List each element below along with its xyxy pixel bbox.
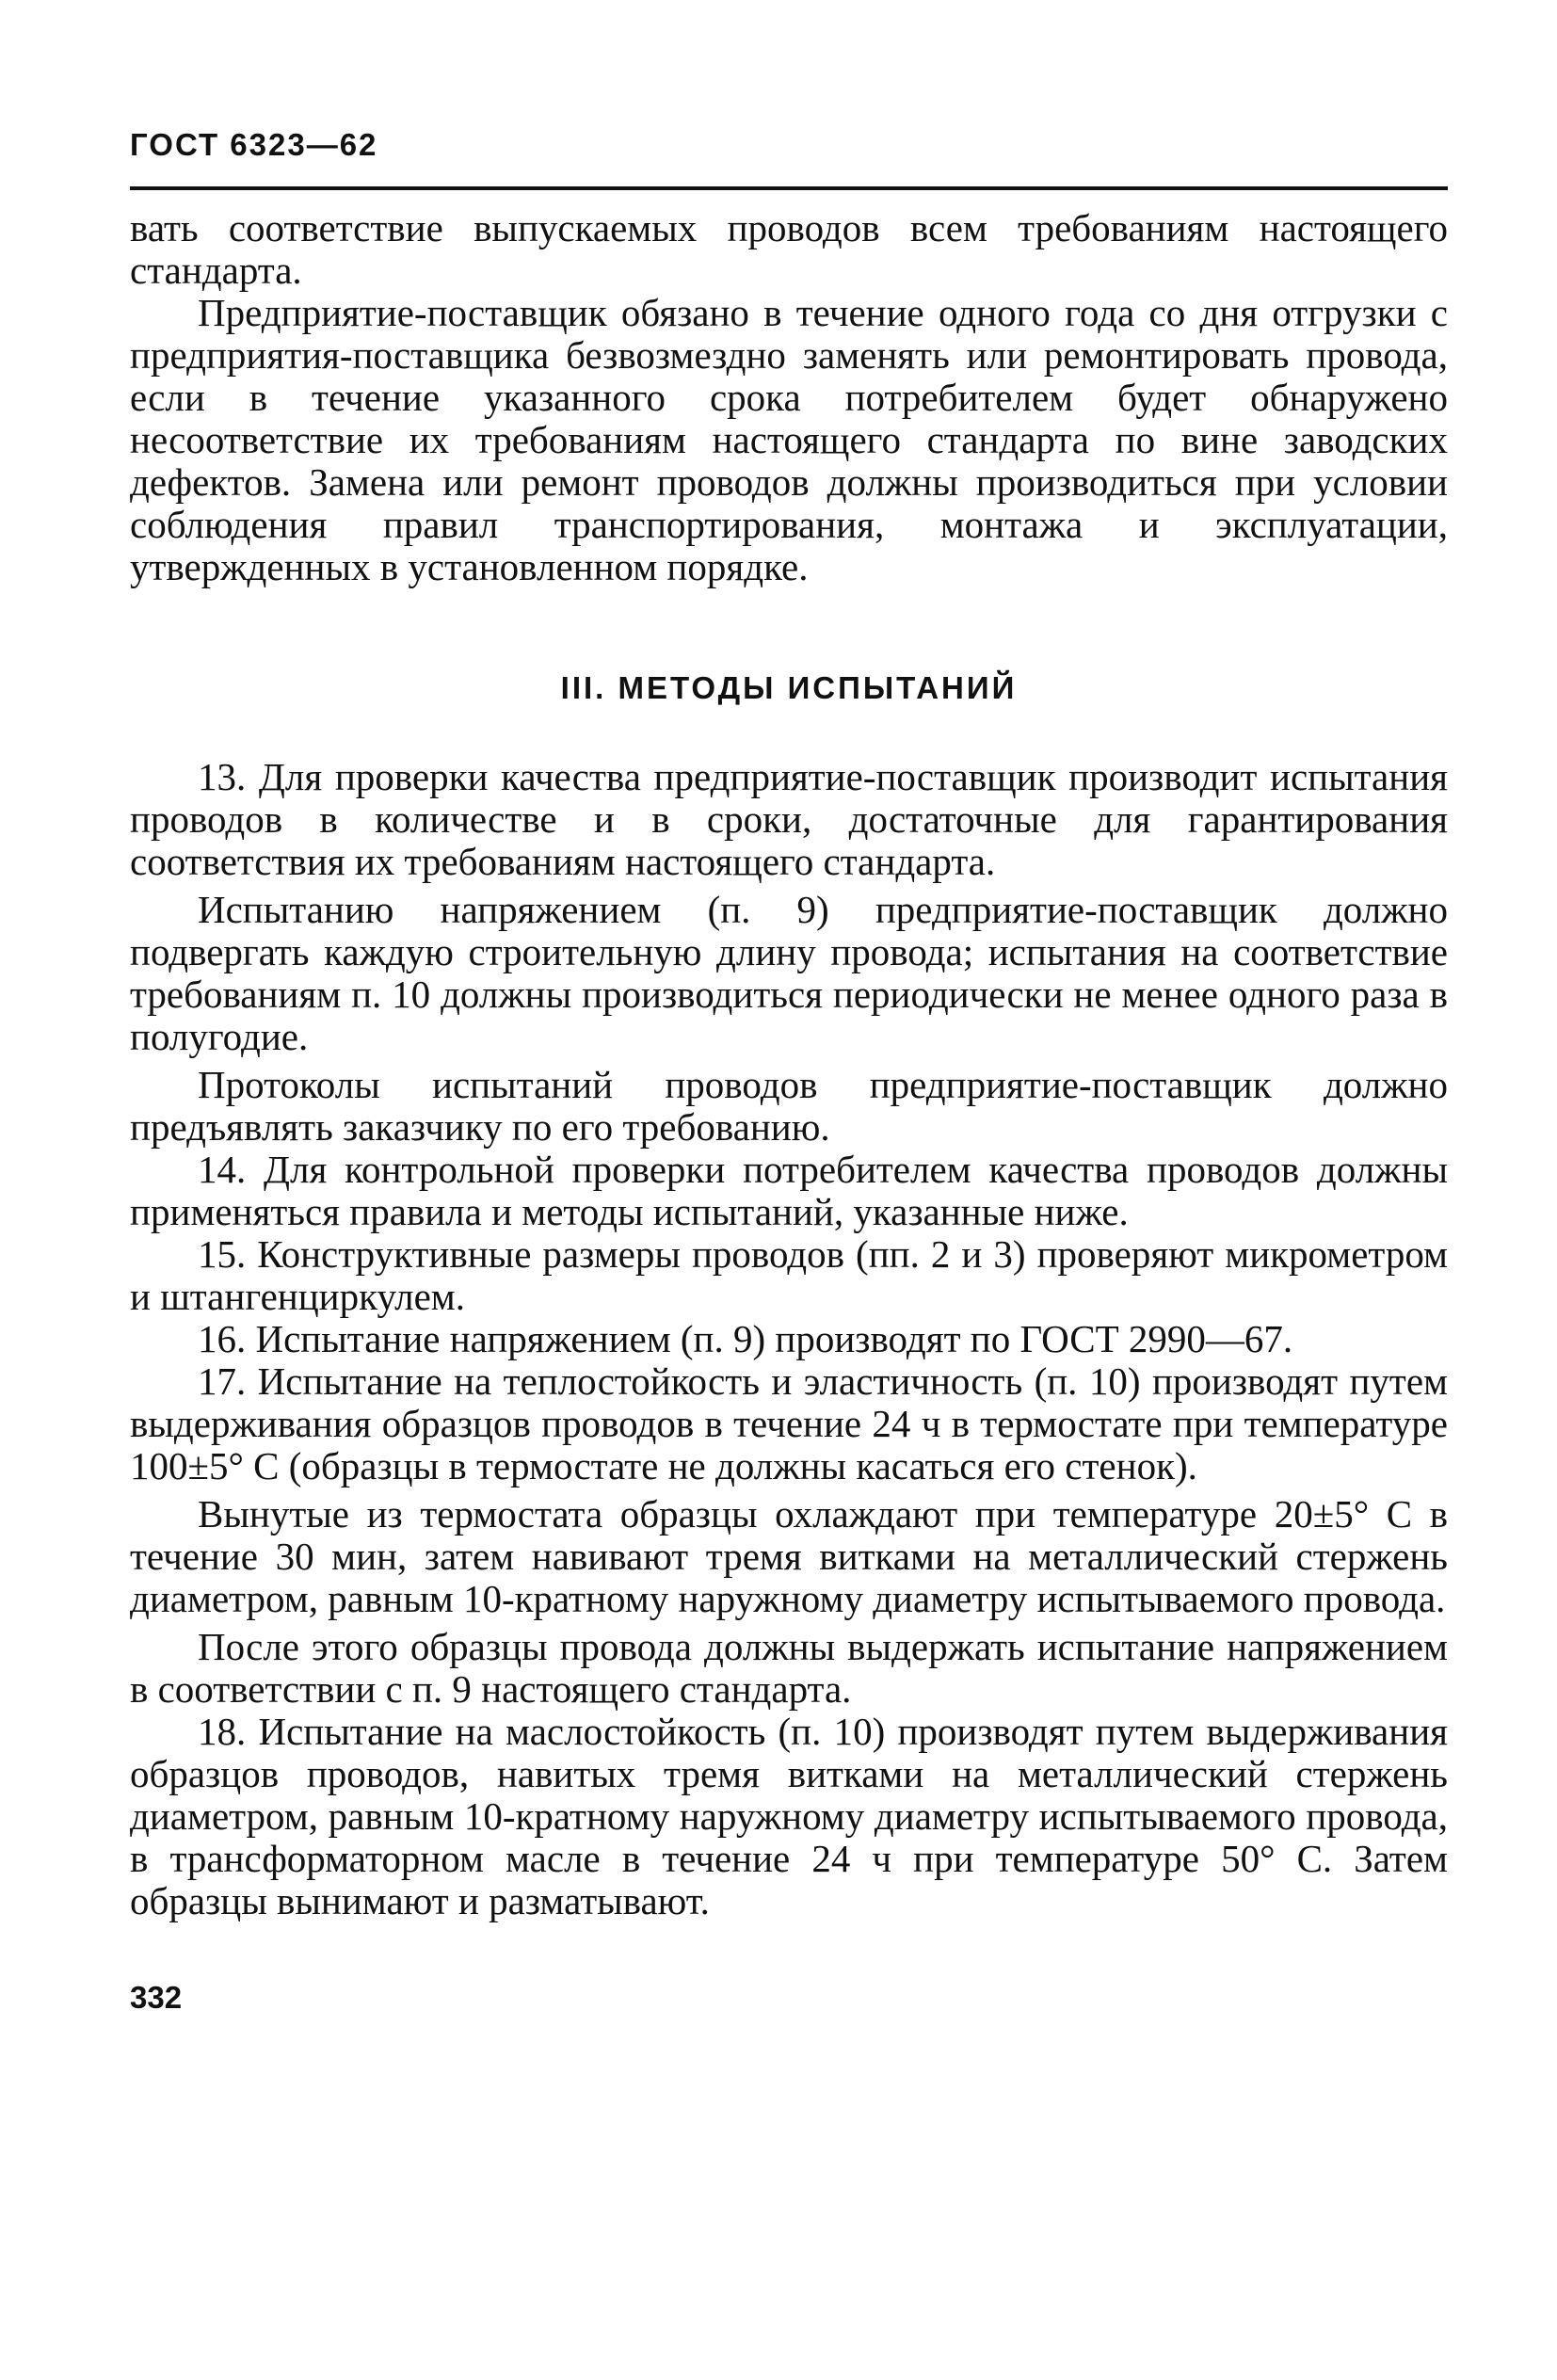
paragraph-13: 13. Для проверки качества предприятие-поставщик производит испытания проводов в количестве и в сроки, достаточные для гарантирования соответствия их требованиям настоящего стандарта. xyxy=(130,755,1448,883)
paragraph-15: 15. Конструктивные размеры проводов (пп. 2 и 3) проверяют микрометром и штангенциркулем. xyxy=(130,1232,1448,1318)
paragraph-voltage-test: Испытанию напряжением (п. 9) предприятие-поставщик должно подвергать каждую строительную длину провода; испытания на соответствие требованиям п. 10 должны производиться периодически не менее одного раза в полугодие. xyxy=(130,888,1448,1058)
document-header: ГОСТ 6323—62 xyxy=(130,127,378,162)
document-page xyxy=(130,122,1448,2018)
paragraph-continuation: вать соответствие выпускаемых проводов всем требованиям настоящего стандарта. xyxy=(130,206,1448,292)
header-divider xyxy=(130,186,1448,190)
body-text-methods xyxy=(130,756,1448,1922)
paragraph-supplier-obligation: Предприятие-поставщик обязано в течение одного года со дня отгрузки с предприятия-поставщика безвозмездно заменять или ремонтировать провода, если в течение указанного срока потребителем будет обнаружено несоответствие их требованиям настоящего стандарта по вине заводских дефектов. Замена или ремонт проводов должны производиться при условии соблюдения правил транспортирования, монтажа и эксплуатации, утвержденных в установленном порядке. xyxy=(130,291,1448,588)
paragraph-cooling: Вынутые из термостата образцы охлаждают при температуре 20±5° С в течение 30 мин, затем навивают тремя витками на металлический стержень диаметром, равным 10-кратному наружному диаметру испытываемого провода. xyxy=(130,1492,1448,1620)
section-title: III. МЕТОДЫ ИСПЫТАНИЙ xyxy=(560,670,1018,705)
paragraph-17: 17. Испытание на теплостойкость и эластичность (п. 10) производят путем выдерживания образцов проводов в течение 24 ч в термостате при температуре 100±5° С (образцы в термостате не должны касаться его стенок). xyxy=(130,1359,1448,1488)
paragraph-protocols: Протоколы испытаний проводов предприятие-поставщик должно предъявлять заказчику по его требованию. xyxy=(130,1063,1448,1149)
paragraph-18: 18. Испытание на маслостойкость (п. 10) производят путем выдерживания образцов проводов, навитых тремя витками на металлический стержень диаметром, равным 10-кратному наружному диаметру испытываемого провода, в трансформаторном масле в течение 24 ч при температуре 50° С. Затем образцы вынимают и разматывают. xyxy=(130,1710,1448,1922)
paragraph-16: 16. Испытание напряжением (п. 9) производят по ГОСТ 2990—67. xyxy=(198,1317,1293,1360)
paragraph-after-test: После этого образцы провода должны выдержать испытание напряжением в соответствии с п. 9 настоящего стандарта. xyxy=(130,1625,1448,1711)
paragraph-14: 14. Для контрольной проверки потребителем качества проводов должны применяться правила и методы испытаний, указанные ниже. xyxy=(130,1148,1448,1233)
page-number: 332 xyxy=(130,1980,183,2015)
body-text-top xyxy=(130,207,1448,588)
